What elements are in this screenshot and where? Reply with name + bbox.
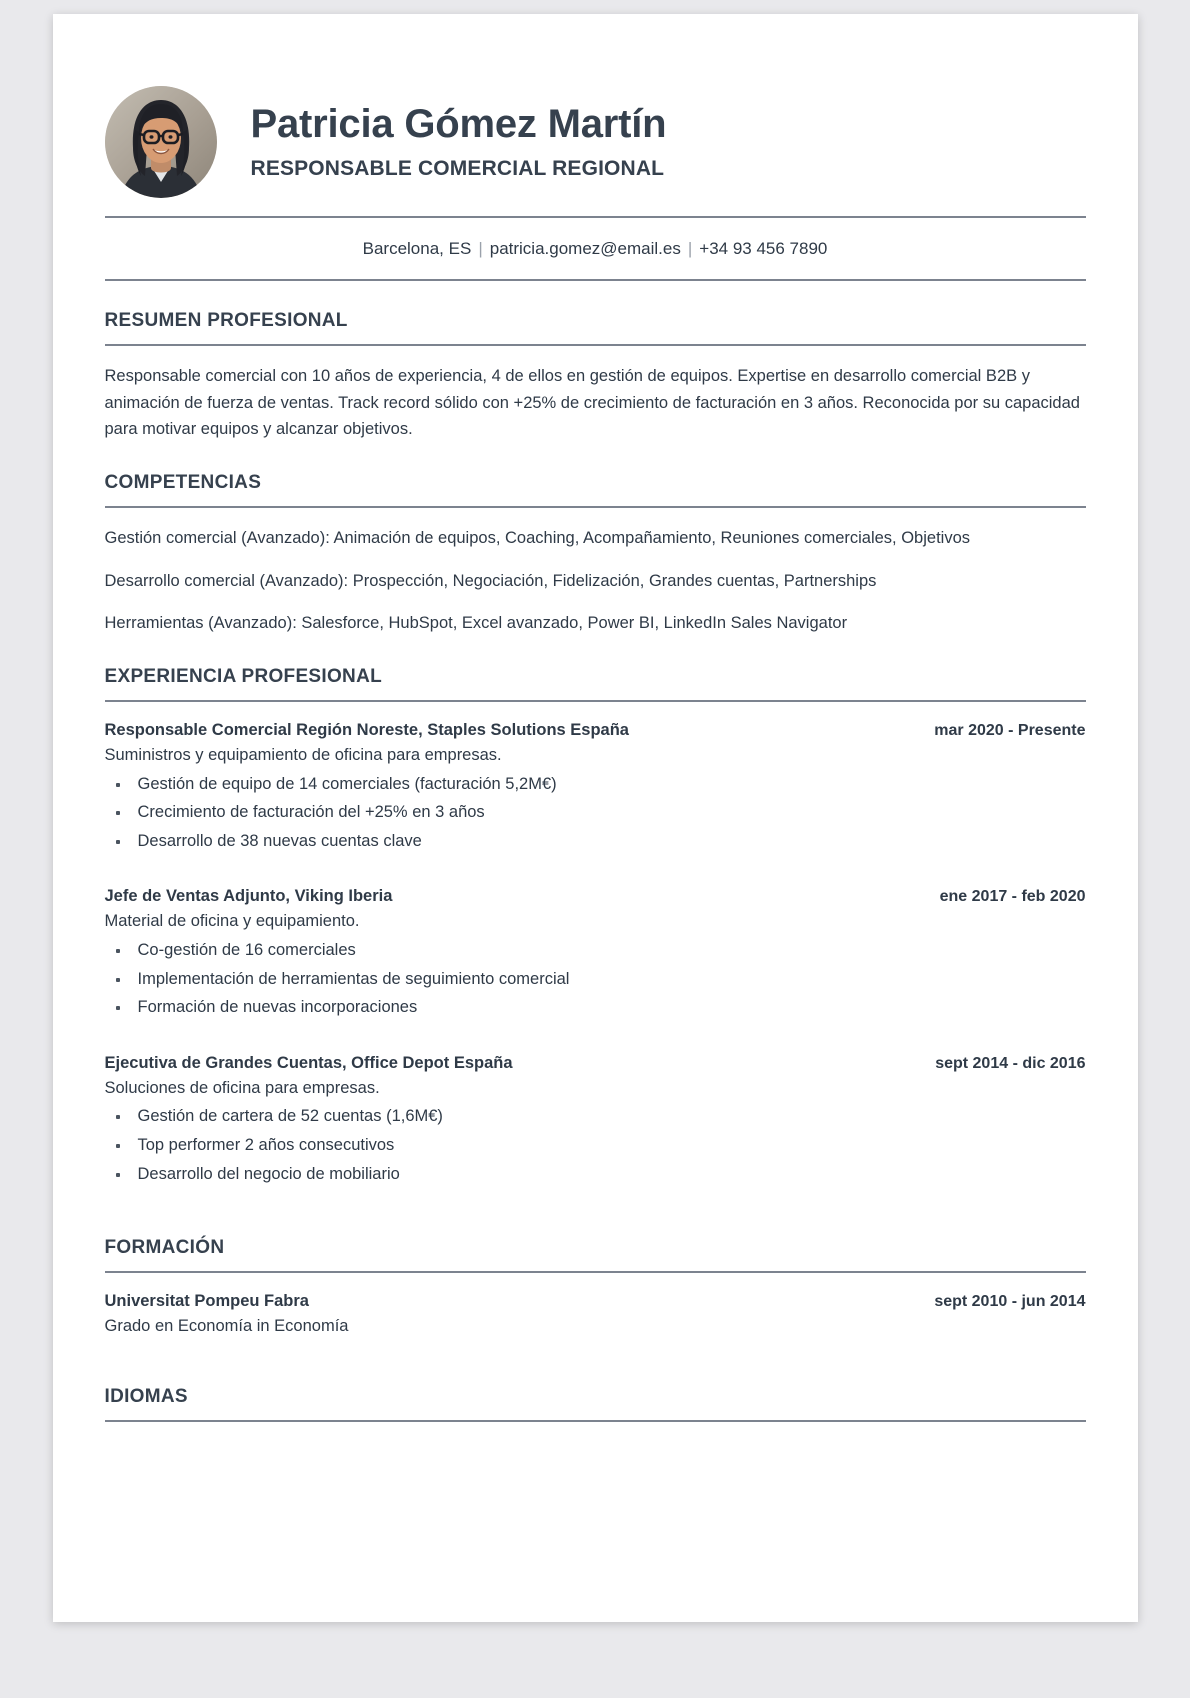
section-title-languages: IDIOMAS: [104, 1385, 188, 1407]
bullet-item: Desarrollo de 38 nuevas cuentas clave: [105, 829, 1086, 855]
contact-separator-2: |: [687, 239, 693, 258]
education-dates: sept 2010 - jun 2014: [934, 1293, 1086, 1311]
experience-entry-header: [105, 719, 1086, 743]
resume-header: [105, 86, 1086, 216]
education-entry-header: [105, 1290, 1086, 1314]
experience-bullets: [105, 1104, 1086, 1187]
experience-dates: mar 2020 - Presente: [934, 722, 1086, 740]
experience-bullets: [105, 772, 1086, 855]
experience-entry-header: [105, 885, 1086, 909]
bullet-item: Implementación de herramientas de seguimiento comercial: [105, 967, 1086, 993]
contact-phone[interactable]: +34 93 456 7890: [699, 239, 828, 258]
experience-description: Soluciones de oficina para empresas.: [104, 1078, 380, 1097]
portrait-photo-icon: [105, 86, 217, 198]
experience-description: Suministros y equipamiento de oficina para empresas.: [104, 746, 502, 764]
bullet-item: Co-gestión de 16 comerciales: [105, 938, 1086, 964]
section-experience: [105, 637, 1086, 1187]
bullet-item: Formación de nuevas incorporaciones: [105, 995, 1086, 1021]
contact-line: [105, 218, 1086, 279]
section-title-education: FORMACIÓN: [104, 1237, 225, 1259]
education-entry: [105, 1290, 1086, 1339]
bullet-item: Gestión de equipo de 14 comerciales (facturación 5,2M€): [105, 772, 1086, 798]
experience-entry: [105, 719, 1086, 854]
resume-page: [53, 14, 1138, 1622]
contact-separator-1: |: [478, 239, 483, 258]
section-education: [105, 1190, 1086, 1339]
skill-group: Herramientas (Avanzado): Salesforce, HubSpot, Excel avanzado, Power BI, LinkedIn Sales Navigator: [104, 614, 848, 633]
experience-entry: [105, 885, 1086, 1020]
section-summary: [105, 281, 1086, 443]
bullet-item: Gestión de cartera de 52 cuentas (1,6M€): [105, 1104, 1086, 1130]
bullet-item: Top performer 2 años consecutivos: [105, 1133, 1086, 1159]
experience-role: Jefe de Ventas Adjunto, Viking Iberia: [104, 887, 393, 906]
summary-text: Responsable comercial con 10 años de experiencia, 4 de ellos en gestión de equipos. Expertise en desarrollo comercial B2B y animación de fuerza de ventas. Track record sólido con +25% de crecimiento de facturación en 3 años. Reconocida por su capacidad para motivar equipos y alcanzar objetivos.: [104, 366, 1080, 439]
contact-location: Barcelona, ES: [362, 239, 472, 258]
education-degree: Grado en Economía in Economía: [104, 1316, 349, 1335]
skill-group: Desarrollo comercial (Avanzado): Prospección, Negociación, Fidelización, Grandes cuentas, Partnerships: [104, 571, 877, 590]
page-title: Patricia Gómez Martín: [250, 102, 667, 147]
skill-group: Gestión comercial (Avanzado): Animación de equipos, Coaching, Acompañamiento, Reuniones comerciales, Objetivos: [104, 529, 970, 548]
avatar: [105, 86, 217, 198]
experience-role: Ejecutiva de Grandes Cuentas, Office Depot España: [104, 1053, 513, 1072]
experience-entry: [105, 1052, 1086, 1187]
experience-entry-header: [105, 1052, 1086, 1076]
experience-bullets: [105, 938, 1086, 1021]
headline-job-title: RESPONSABLE COMERCIAL REGIONAL: [250, 156, 665, 180]
experience-dates: sept 2014 - dic 2016: [935, 1054, 1086, 1072]
experience-role: Responsable Comercial Región Noreste, Staples Solutions España: [104, 721, 629, 740]
education-school: Universitat Pompeu Fabra: [104, 1292, 309, 1311]
experience-description: Material de oficina y equipamiento.: [104, 912, 360, 931]
section-skills: [105, 443, 1086, 637]
section-title-summary: RESUMEN PROFESIONAL: [104, 310, 348, 332]
section-title-skills: COMPETENCIAS: [104, 472, 262, 494]
section-title-experience: EXPERIENCIA PROFESIONAL: [104, 666, 383, 688]
section-languages: [105, 1339, 1086, 1422]
section-divider-languages: [105, 1420, 1086, 1422]
bullet-item: Desarrollo del negocio de mobiliario: [105, 1162, 1086, 1188]
bullet-item: Crecimiento de facturación del +25% en 3 años: [105, 800, 1086, 826]
contact-email[interactable]: patricia.gomez@email.es: [489, 239, 681, 258]
experience-dates: ene 2017 - feb 2020: [939, 888, 1086, 906]
